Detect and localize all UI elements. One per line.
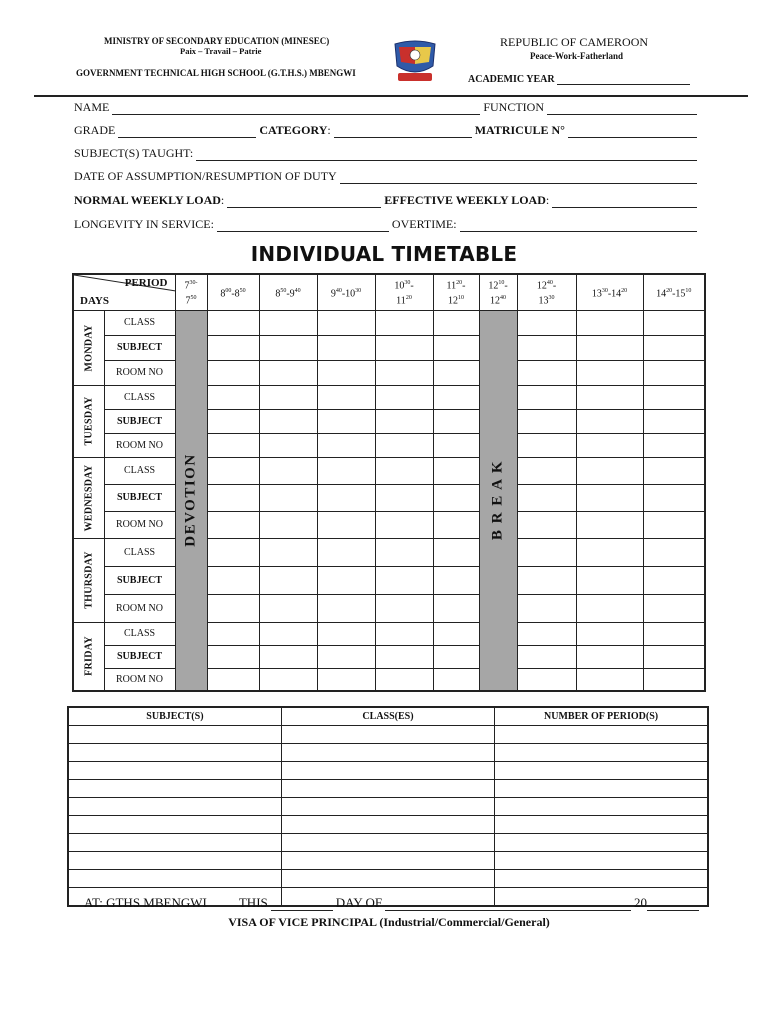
timetable-header-row bbox=[73, 274, 705, 310]
table-row bbox=[68, 744, 708, 762]
row-label-class: CLASS bbox=[104, 538, 175, 566]
timetable-cell[interactable] bbox=[317, 310, 375, 335]
timetable-cell[interactable] bbox=[576, 335, 643, 360]
timetable-cell[interactable] bbox=[433, 668, 479, 691]
period-header: $11^{20}-$ $12^{10}$ bbox=[433, 274, 479, 310]
summary-cell[interactable] bbox=[281, 816, 494, 834]
footer-day-of-label: DAY OF bbox=[335, 895, 383, 910]
row-label-subject: SUBJECT bbox=[104, 566, 175, 594]
timetable-cell[interactable] bbox=[643, 385, 705, 409]
summary-cell[interactable] bbox=[68, 834, 281, 852]
timetable-cell[interactable] bbox=[433, 310, 479, 335]
timetable-cell[interactable] bbox=[643, 538, 705, 566]
timetable-cell[interactable] bbox=[576, 385, 643, 409]
footer-location: AT: GTHS MBENGWI bbox=[84, 895, 207, 910]
table-row bbox=[68, 780, 708, 798]
vice-principal-visa: VISA OF VICE PRINCIPAL (Industrial/Commercial/General) bbox=[228, 915, 550, 929]
timetable-cell[interactable] bbox=[207, 668, 259, 691]
timetable-cell[interactable] bbox=[259, 433, 317, 457]
summary-cell[interactable] bbox=[495, 852, 708, 870]
timetable-cell[interactable] bbox=[643, 360, 705, 385]
timetable-cell[interactable] bbox=[207, 360, 259, 385]
timetable-cell[interactable] bbox=[576, 566, 643, 594]
table-row bbox=[73, 360, 705, 385]
timetable-cell[interactable] bbox=[517, 433, 576, 457]
timetable-cell[interactable] bbox=[643, 566, 705, 594]
timetable-cell[interactable] bbox=[317, 360, 375, 385]
timetable-cell[interactable] bbox=[207, 645, 259, 668]
timetable-cell[interactable] bbox=[317, 433, 375, 457]
timetable bbox=[72, 273, 706, 692]
row-label-class: CLASS bbox=[104, 622, 175, 645]
timetable-cell[interactable] bbox=[375, 385, 433, 409]
timetable-cell[interactable] bbox=[643, 668, 705, 691]
timetable-cell[interactable] bbox=[259, 511, 317, 538]
motto-english: Peace-Work-Fatherland bbox=[530, 51, 623, 61]
timetable-cell[interactable] bbox=[259, 622, 317, 645]
summary-cell[interactable] bbox=[68, 762, 281, 780]
longevity-label: LONGEVITY IN SERVICE: bbox=[74, 217, 214, 231]
row-label-subject: SUBJECT bbox=[104, 409, 175, 433]
timetable-cell[interactable] bbox=[207, 538, 259, 566]
timetable-cell[interactable] bbox=[643, 457, 705, 484]
summary-cell[interactable] bbox=[68, 852, 281, 870]
timetable-cell[interactable] bbox=[433, 594, 479, 622]
timetable-cell[interactable] bbox=[317, 409, 375, 433]
normal-load-blank[interactable] bbox=[227, 197, 381, 208]
header-divider bbox=[34, 95, 748, 97]
timetable-cell[interactable] bbox=[576, 594, 643, 622]
page-title: INDIVIDUAL TIMETABLE bbox=[250, 242, 518, 266]
timetable-cell[interactable] bbox=[375, 645, 433, 668]
subjects-taught-blank[interactable] bbox=[196, 150, 697, 161]
table-row bbox=[73, 310, 705, 335]
ministry-title: MINISTRY OF SECONDARY EDUCATION (MINESEC) bbox=[104, 36, 330, 46]
timetable-cell[interactable] bbox=[375, 457, 433, 484]
table-row bbox=[73, 538, 705, 566]
timetable-cell[interactable] bbox=[517, 566, 576, 594]
summary-cell[interactable] bbox=[281, 834, 494, 852]
longevity-row bbox=[74, 217, 700, 232]
period-header: $7^{30-}$ $7^{50}$ bbox=[175, 274, 207, 310]
subjects-taught-label: SUBJECT(S) TAUGHT: bbox=[74, 146, 194, 160]
summary-header-classes: CLASS(ES) bbox=[281, 707, 494, 726]
timetable-cell[interactable] bbox=[259, 310, 317, 335]
timetable-cell[interactable] bbox=[375, 310, 433, 335]
timetable-cell[interactable] bbox=[259, 335, 317, 360]
row-label-room: ROOM NO bbox=[104, 360, 175, 385]
timetable-cell[interactable] bbox=[207, 484, 259, 511]
matricule-blank[interactable] bbox=[568, 127, 697, 138]
date-assumption-blank[interactable] bbox=[340, 173, 697, 184]
timetable-cell[interactable] bbox=[317, 622, 375, 645]
row-label-room: ROOM NO bbox=[104, 511, 175, 538]
grade-row: GRADE CATEGORY : MATRICULE N° bbox=[74, 123, 700, 138]
timetable-cell[interactable] bbox=[576, 645, 643, 668]
grade-blank[interactable] bbox=[118, 127, 256, 138]
summary-header-row bbox=[68, 707, 708, 726]
table-row bbox=[73, 335, 705, 360]
summary-cell[interactable] bbox=[495, 798, 708, 816]
timetable-cell[interactable] bbox=[433, 566, 479, 594]
timetable-cell[interactable] bbox=[643, 484, 705, 511]
timetable-cell[interactable] bbox=[317, 566, 375, 594]
timetable-cell[interactable] bbox=[517, 484, 576, 511]
summary-cell[interactable] bbox=[495, 726, 708, 744]
timetable-cell[interactable] bbox=[576, 310, 643, 335]
summary-cell[interactable] bbox=[495, 780, 708, 798]
timetable-cell[interactable] bbox=[375, 433, 433, 457]
effective-load-blank[interactable] bbox=[552, 197, 697, 208]
summary-cell[interactable] bbox=[68, 744, 281, 762]
timetable-cell[interactable] bbox=[433, 622, 479, 645]
summary-cell[interactable] bbox=[495, 762, 708, 780]
timetable-cell[interactable] bbox=[576, 409, 643, 433]
period-header: $13^{30}-14^{20}$ bbox=[576, 274, 643, 310]
timetable-cell[interactable] bbox=[207, 385, 259, 409]
timetable-cell[interactable] bbox=[433, 385, 479, 409]
name-label: NAME bbox=[74, 100, 110, 114]
table-row bbox=[73, 511, 705, 538]
period-header: $12^{40}-$ $13^{30}$ bbox=[517, 274, 576, 310]
timetable-cell[interactable] bbox=[259, 645, 317, 668]
footer-this-label: THIS bbox=[238, 895, 268, 910]
timetable-cell[interactable] bbox=[643, 310, 705, 335]
summary-cell[interactable] bbox=[68, 816, 281, 834]
timetable-cell[interactable] bbox=[517, 645, 576, 668]
day-cell-friday: FRIDAY bbox=[73, 622, 104, 691]
period-label: PERIOD bbox=[124, 277, 168, 289]
timetable-cell[interactable] bbox=[517, 622, 576, 645]
timetable-cell[interactable] bbox=[576, 457, 643, 484]
timetable-cell[interactable] bbox=[517, 310, 576, 335]
longevity-blank[interactable] bbox=[217, 221, 389, 232]
timetable-cell[interactable] bbox=[375, 668, 433, 691]
table-row bbox=[73, 645, 705, 668]
days-label: DAYS bbox=[80, 294, 109, 307]
timetable-cell[interactable] bbox=[643, 594, 705, 622]
row-label-subject: SUBJECT bbox=[104, 484, 175, 511]
timetable-cell[interactable] bbox=[317, 668, 375, 691]
summary-cell[interactable] bbox=[281, 762, 494, 780]
subjects-row bbox=[74, 146, 700, 161]
devotion-column bbox=[175, 310, 207, 691]
load-row: NORMAL WEEKLY LOAD : EFFECTIVE WEEKLY LOAD : bbox=[74, 193, 700, 208]
timetable-cell[interactable] bbox=[259, 409, 317, 433]
timetable-cell[interactable] bbox=[643, 622, 705, 645]
row-label-class: CLASS bbox=[104, 457, 175, 484]
break-column bbox=[479, 310, 517, 691]
timetable-cell[interactable] bbox=[375, 566, 433, 594]
timetable-cell[interactable] bbox=[433, 457, 479, 484]
timetable-cell[interactable] bbox=[643, 433, 705, 457]
period-header: $12^{10}-$ $12^{40}$ bbox=[479, 274, 517, 310]
timetable-cell[interactable] bbox=[317, 484, 375, 511]
footer-signature-line bbox=[84, 895, 702, 911]
period-header: $14^{20}-15^{10}$ bbox=[643, 274, 705, 310]
timetable-cell[interactable] bbox=[259, 668, 317, 691]
timetable-cell[interactable] bbox=[517, 360, 576, 385]
timetable-cell[interactable] bbox=[433, 645, 479, 668]
timetable-cell[interactable] bbox=[317, 511, 375, 538]
period-header: $9^{40}-10^{30}$ bbox=[317, 274, 375, 310]
timetable-cell[interactable] bbox=[517, 335, 576, 360]
republic-title: REPUBLIC OF CAMEROON bbox=[500, 35, 649, 49]
summary-cell[interactable] bbox=[495, 816, 708, 834]
row-label-subject: SUBJECT bbox=[104, 335, 175, 360]
table-row bbox=[73, 594, 705, 622]
timetable-cell[interactable] bbox=[517, 457, 576, 484]
timetable-cell[interactable] bbox=[375, 594, 433, 622]
summary-header-subjects: SUBJECT(S) bbox=[68, 707, 281, 726]
function-blank[interactable] bbox=[547, 104, 697, 115]
timetable-cell[interactable] bbox=[375, 335, 433, 360]
timetable-cell[interactable] bbox=[375, 360, 433, 385]
summary-cell[interactable] bbox=[281, 870, 494, 888]
table-row bbox=[68, 762, 708, 780]
timetable-cell[interactable] bbox=[517, 385, 576, 409]
timetable-cell[interactable] bbox=[259, 594, 317, 622]
timetable-cell[interactable] bbox=[576, 668, 643, 691]
category-blank[interactable] bbox=[334, 127, 472, 138]
summary-cell[interactable] bbox=[281, 780, 494, 798]
grade-label: GRADE bbox=[74, 123, 116, 137]
timetable-cell[interactable] bbox=[517, 668, 576, 691]
summary-cell[interactable] bbox=[281, 798, 494, 816]
row-label-room: ROOM NO bbox=[104, 594, 175, 622]
table-row bbox=[73, 484, 705, 511]
overtime-label: OVERTIME: bbox=[391, 217, 457, 231]
timetable-cell[interactable] bbox=[317, 594, 375, 622]
summary-cell[interactable] bbox=[495, 744, 708, 762]
table-row bbox=[68, 816, 708, 834]
timetable-cell[interactable] bbox=[433, 511, 479, 538]
timetable-cell[interactable] bbox=[375, 511, 433, 538]
timetable-cell[interactable] bbox=[433, 484, 479, 511]
timetable-cell[interactable] bbox=[317, 457, 375, 484]
row-label-room: ROOM NO bbox=[104, 668, 175, 691]
timetable-cell[interactable] bbox=[259, 385, 317, 409]
summary-cell[interactable] bbox=[495, 870, 708, 888]
timetable-cell[interactable] bbox=[576, 433, 643, 457]
timetable-cell[interactable] bbox=[207, 409, 259, 433]
table-row bbox=[68, 834, 708, 852]
timetable-cell[interactable] bbox=[375, 538, 433, 566]
table-row bbox=[73, 622, 705, 645]
table-row bbox=[73, 385, 705, 409]
table-row bbox=[73, 566, 705, 594]
summary-cell[interactable] bbox=[495, 834, 708, 852]
summary-header-periods: NUMBER OF PERIOD(S) bbox=[495, 707, 708, 726]
summary-cell[interactable] bbox=[68, 870, 281, 888]
period-header: $8^{50}-9^{40}$ bbox=[259, 274, 317, 310]
footer-month-blank[interactable] bbox=[385, 900, 631, 911]
timetable-cell[interactable] bbox=[643, 511, 705, 538]
timetable-cell[interactable] bbox=[576, 360, 643, 385]
timetable-cell[interactable] bbox=[259, 566, 317, 594]
timetable-cell[interactable] bbox=[433, 433, 479, 457]
footer-year-prefix: 20 bbox=[634, 895, 647, 910]
break-label: B R E A K bbox=[489, 460, 506, 541]
table-row bbox=[68, 852, 708, 870]
row-label-room: ROOM NO bbox=[104, 433, 175, 457]
day-cell-tuesday: TUESDAY bbox=[73, 385, 104, 457]
row-label-class: CLASS bbox=[104, 385, 175, 409]
row-label-class: CLASS bbox=[104, 310, 175, 335]
timetable-cell[interactable] bbox=[517, 511, 576, 538]
timetable-cell[interactable] bbox=[207, 622, 259, 645]
table-row bbox=[73, 457, 705, 484]
function-label: FUNCTION bbox=[483, 100, 544, 114]
name-blank[interactable] bbox=[112, 104, 480, 115]
timetable-cell[interactable] bbox=[207, 457, 259, 484]
timetable-cell[interactable] bbox=[317, 538, 375, 566]
table-row bbox=[68, 798, 708, 816]
timetable-cell[interactable] bbox=[207, 433, 259, 457]
normal-load-label: NORMAL WEEKLY LOAD bbox=[74, 193, 221, 207]
timetable-cell[interactable] bbox=[259, 457, 317, 484]
timetable-cell[interactable] bbox=[433, 360, 479, 385]
footer-day-blank[interactable] bbox=[271, 900, 333, 911]
date-row bbox=[74, 169, 700, 184]
timetable-cell[interactable] bbox=[207, 310, 259, 335]
timetable-cell[interactable] bbox=[433, 335, 479, 360]
timetable-cell[interactable] bbox=[207, 335, 259, 360]
matricule-label: MATRICULE N° bbox=[474, 123, 565, 137]
school-name: GOVERNMENT TECHNICAL HIGH SCHOOL (G.T.H.S.) MBENGWI bbox=[76, 68, 356, 78]
table-row bbox=[73, 668, 705, 691]
academic-year-blank[interactable] bbox=[557, 75, 690, 85]
timetable-cell[interactable] bbox=[517, 538, 576, 566]
academic-year-label: ACADEMIC YEAR bbox=[468, 74, 555, 85]
timetable-cell[interactable] bbox=[576, 538, 643, 566]
summary-cell[interactable] bbox=[68, 726, 281, 744]
period-header: $8^{00}-8^{50}$ bbox=[207, 274, 259, 310]
period-header: $10^{30}-$ $11^{20}$ bbox=[375, 274, 433, 310]
overtime-blank[interactable] bbox=[460, 221, 697, 232]
timetable-cell[interactable] bbox=[643, 409, 705, 433]
timetable-cell[interactable] bbox=[576, 484, 643, 511]
row-label-subject: SUBJECT bbox=[104, 645, 175, 668]
timetable-cell[interactable] bbox=[433, 409, 479, 433]
timetable-cell[interactable] bbox=[375, 622, 433, 645]
timetable-cell[interactable] bbox=[259, 360, 317, 385]
timetable-cell[interactable] bbox=[576, 622, 643, 645]
name-row bbox=[74, 100, 700, 115]
timetable-cell[interactable] bbox=[207, 566, 259, 594]
timetable-cell[interactable] bbox=[517, 409, 576, 433]
summary-cell[interactable] bbox=[281, 726, 494, 744]
table-row bbox=[68, 870, 708, 888]
date-assumption-label: DATE OF ASSUMPTION/RESUMPTION OF DUTY bbox=[74, 169, 337, 183]
timetable-cell[interactable] bbox=[259, 538, 317, 566]
timetable-cell[interactable] bbox=[207, 594, 259, 622]
timetable-cell[interactable] bbox=[317, 385, 375, 409]
summary-cell[interactable] bbox=[281, 852, 494, 870]
timetable-cell[interactable] bbox=[259, 484, 317, 511]
timetable-cell[interactable] bbox=[317, 335, 375, 360]
timetable-cell[interactable] bbox=[433, 538, 479, 566]
footer-year-blank[interactable] bbox=[647, 900, 699, 911]
category-label: CATEGORY bbox=[259, 123, 328, 137]
timetable-cell[interactable] bbox=[517, 594, 576, 622]
motto-french: Paix – Travail – Patrie bbox=[180, 46, 262, 56]
timetable-cell[interactable] bbox=[643, 645, 705, 668]
period-days-corner bbox=[73, 274, 175, 310]
day-cell-thursday: THURSDAY bbox=[73, 538, 104, 622]
summary-table bbox=[67, 706, 709, 907]
timetable-cell[interactable] bbox=[207, 511, 259, 538]
devotion-label: DEVOTION bbox=[182, 453, 199, 547]
academic-year-field bbox=[468, 74, 690, 85]
table-row bbox=[73, 409, 705, 433]
table-row bbox=[68, 726, 708, 744]
day-cell-monday: MONDAY bbox=[73, 310, 104, 385]
summary-cell[interactable] bbox=[68, 798, 281, 816]
timetable-cell[interactable] bbox=[643, 335, 705, 360]
effective-load-label: EFFECTIVE WEEKLY LOAD bbox=[384, 193, 546, 207]
summary-cell[interactable] bbox=[281, 744, 494, 762]
timetable-cell[interactable] bbox=[375, 409, 433, 433]
timetable-cell[interactable] bbox=[576, 511, 643, 538]
day-cell-wednesday: WEDNESDAY bbox=[73, 457, 104, 538]
table-row bbox=[73, 433, 705, 457]
timetable-cell[interactable] bbox=[317, 645, 375, 668]
school-crest-logo bbox=[392, 38, 438, 86]
timetable-cell[interactable] bbox=[375, 484, 433, 511]
summary-cell[interactable] bbox=[68, 780, 281, 798]
